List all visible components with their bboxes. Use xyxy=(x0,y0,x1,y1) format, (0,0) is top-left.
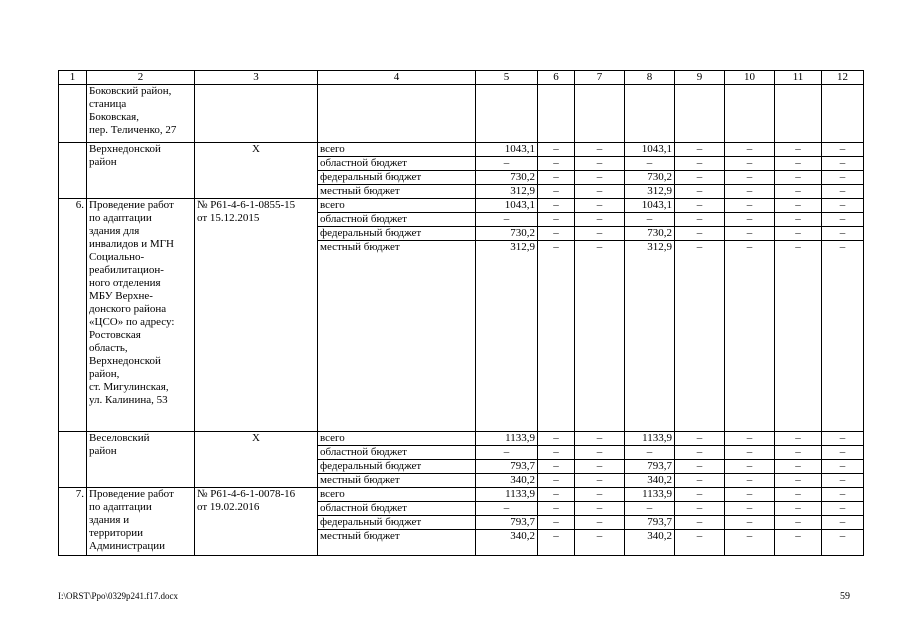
dash-cell: – xyxy=(575,185,625,199)
funding-label: областной бюджет xyxy=(318,502,476,516)
dash-cell: – xyxy=(538,488,575,502)
funding-label: всего xyxy=(318,199,476,213)
dash-cell: – xyxy=(725,516,775,530)
dash-cell: – xyxy=(538,502,575,516)
value-col5: 340,2 xyxy=(476,474,538,488)
dash-cell: – xyxy=(725,143,775,157)
dash-cell: – xyxy=(675,460,725,474)
value-col5: 793,7 xyxy=(476,516,538,530)
dash-cell: – xyxy=(822,227,864,241)
dash-cell: – xyxy=(538,432,575,446)
value-col8: 793,7 xyxy=(625,460,675,474)
dash-cell: – xyxy=(675,241,725,432)
dash-cell: – xyxy=(725,157,775,171)
value-col5: – xyxy=(476,213,538,227)
dash-cell: – xyxy=(675,227,725,241)
funding-label: областной бюджет xyxy=(318,213,476,227)
col-header: 11 xyxy=(775,71,822,85)
dash-cell: – xyxy=(775,199,822,213)
dash-cell: – xyxy=(725,432,775,446)
value-col8: 312,9 xyxy=(625,185,675,199)
dash-cell: – xyxy=(775,185,822,199)
funding-label: всего xyxy=(318,432,476,446)
value-col5: – xyxy=(476,502,538,516)
value-col8: 1043,1 xyxy=(625,143,675,157)
dash-cell: – xyxy=(575,143,625,157)
value-col5: 1043,1 xyxy=(476,199,538,213)
dash-cell: – xyxy=(822,460,864,474)
dash-cell: – xyxy=(775,213,822,227)
dash-cell: – xyxy=(675,199,725,213)
district-name: Веселовский район xyxy=(87,432,195,488)
funding-label: федеральный бюджет xyxy=(318,516,476,530)
dash-cell: – xyxy=(822,199,864,213)
value-col5: – xyxy=(476,446,538,460)
value-col5: – xyxy=(476,157,538,171)
col-header: 3 xyxy=(195,71,318,85)
dash-cell: – xyxy=(575,171,625,185)
value-col5: 730,2 xyxy=(476,227,538,241)
funding-label: областной бюджет xyxy=(318,446,476,460)
value-col8: – xyxy=(625,502,675,516)
dash-cell: – xyxy=(775,530,822,556)
dash-cell: – xyxy=(775,227,822,241)
document-cell: Х xyxy=(195,432,318,488)
document-cell: Х xyxy=(195,143,318,199)
dash-cell: – xyxy=(538,213,575,227)
value-col8: 793,7 xyxy=(625,516,675,530)
dash-cell: – xyxy=(675,432,725,446)
col-header: 1 xyxy=(59,71,87,85)
dash-cell: – xyxy=(575,516,625,530)
dash-cell: – xyxy=(675,446,725,460)
dash-cell: – xyxy=(675,516,725,530)
dash-cell: – xyxy=(822,241,864,432)
page-number: 59 xyxy=(840,591,850,602)
dash-cell: – xyxy=(538,143,575,157)
dash-cell: – xyxy=(675,502,725,516)
dash-cell: – xyxy=(822,213,864,227)
dash-cell: – xyxy=(822,432,864,446)
dash-cell: – xyxy=(822,143,864,157)
value-col5: 1043,1 xyxy=(476,143,538,157)
dash-cell: – xyxy=(538,171,575,185)
dash-cell: – xyxy=(775,460,822,474)
dash-cell: – xyxy=(725,530,775,556)
dash-cell: – xyxy=(575,157,625,171)
dash-cell: – xyxy=(822,185,864,199)
dash-cell: – xyxy=(775,432,822,446)
dash-cell: – xyxy=(725,199,775,213)
funding-label: всего xyxy=(318,488,476,502)
col-header: 7 xyxy=(575,71,625,85)
dash-cell: – xyxy=(775,488,822,502)
value-col5: 1133,9 xyxy=(476,432,538,446)
dash-cell: – xyxy=(675,143,725,157)
dash-cell: – xyxy=(725,185,775,199)
col-header: 6 xyxy=(538,71,575,85)
dash-cell: – xyxy=(575,474,625,488)
dash-cell: – xyxy=(822,530,864,556)
dash-cell: – xyxy=(575,227,625,241)
dash-cell: – xyxy=(775,157,822,171)
funding-label: местный бюджет xyxy=(318,185,476,199)
dash-cell: – xyxy=(775,474,822,488)
funding-label: местный бюджет xyxy=(318,530,476,556)
dash-cell: – xyxy=(725,502,775,516)
dash-cell: – xyxy=(538,474,575,488)
dash-cell: – xyxy=(675,157,725,171)
funding-label: федеральный бюджет xyxy=(318,460,476,474)
value-col8: – xyxy=(625,446,675,460)
col-header: 10 xyxy=(725,71,775,85)
value-col5: 340,2 xyxy=(476,530,538,556)
value-col5: 793,7 xyxy=(476,460,538,474)
budget-table xyxy=(58,70,864,556)
col-header: 4 xyxy=(318,71,476,85)
dash-cell: – xyxy=(675,474,725,488)
dash-cell: – xyxy=(775,171,822,185)
dash-cell: – xyxy=(575,502,625,516)
dash-cell: – xyxy=(775,516,822,530)
dash-cell: – xyxy=(575,432,625,446)
dash-cell: – xyxy=(725,488,775,502)
col-header: 12 xyxy=(822,71,864,85)
work-description: Проведение работ по адаптации здания и территории Администрации xyxy=(87,488,195,556)
dash-cell: – xyxy=(575,213,625,227)
value-col5: 312,9 xyxy=(476,241,538,432)
dash-cell: – xyxy=(538,157,575,171)
value-col8: 1043,1 xyxy=(625,199,675,213)
value-col5: 1133,9 xyxy=(476,488,538,502)
value-col5: 730,2 xyxy=(476,171,538,185)
document-cell: № Р61-4-6-1-0855-15 от 15.12.2015 xyxy=(195,199,318,432)
dash-cell: – xyxy=(725,241,775,432)
dash-cell: – xyxy=(538,460,575,474)
funding-label: областной бюджет xyxy=(318,157,476,171)
dash-cell: – xyxy=(538,516,575,530)
value-col8: 730,2 xyxy=(625,227,675,241)
dash-cell: – xyxy=(675,530,725,556)
table-row xyxy=(59,85,864,143)
dash-cell: – xyxy=(538,227,575,241)
work-description: Проведение работ по адаптации здания для инвалидов и МГН Социально- реабилитацион- ного отделения МБУ Верхне- донского района «ЦСО» по адресу: Ростовская область, Верхнедонской район, ст. Мигулинская, ул. Калинина, 53 xyxy=(87,199,195,432)
dash-cell: – xyxy=(725,474,775,488)
dash-cell: – xyxy=(775,241,822,432)
dash-cell: – xyxy=(725,213,775,227)
value-col8: – xyxy=(625,157,675,171)
table-row xyxy=(59,143,864,157)
value-col8: – xyxy=(625,213,675,227)
funding-label: федеральный бюджет xyxy=(318,171,476,185)
dash-cell: – xyxy=(822,516,864,530)
dash-cell: – xyxy=(725,171,775,185)
value-col5: 312,9 xyxy=(476,185,538,199)
funding-label: федеральный бюджет xyxy=(318,227,476,241)
funding-label: всего xyxy=(318,143,476,157)
col-header: 5 xyxy=(476,71,538,85)
dash-cell: – xyxy=(822,171,864,185)
table-row xyxy=(59,488,864,502)
dash-cell: – xyxy=(675,171,725,185)
dash-cell: – xyxy=(822,488,864,502)
dash-cell: – xyxy=(775,502,822,516)
dash-cell: – xyxy=(538,241,575,432)
table-row xyxy=(59,432,864,446)
file-path-footer: I:\ORST\Ppo\0329p241.f17.docx xyxy=(58,591,179,601)
value-col8: 340,2 xyxy=(625,474,675,488)
col-header: 8 xyxy=(625,71,675,85)
document-cell: № Р61-4-6-1-0078-16 от 19.02.2016 xyxy=(195,488,318,556)
item-number: 6. xyxy=(59,199,87,432)
object-address: Боковский район, станица Боковская, пер. Теличенко, 27 xyxy=(87,85,195,143)
dash-cell: – xyxy=(775,143,822,157)
item-number: 7. xyxy=(59,488,87,556)
dash-cell: – xyxy=(725,446,775,460)
value-col8: 340,2 xyxy=(625,530,675,556)
dash-cell: – xyxy=(822,474,864,488)
dash-cell: – xyxy=(575,446,625,460)
column-number-row xyxy=(59,71,864,85)
dash-cell: – xyxy=(575,488,625,502)
dash-cell: – xyxy=(675,488,725,502)
dash-cell: – xyxy=(575,241,625,432)
district-name: Верхнедонской район xyxy=(87,143,195,199)
dash-cell: – xyxy=(538,199,575,213)
col-header: 2 xyxy=(87,71,195,85)
table-row xyxy=(59,199,864,213)
dash-cell: – xyxy=(675,185,725,199)
dash-cell: – xyxy=(822,446,864,460)
value-col8: 730,2 xyxy=(625,171,675,185)
dash-cell: – xyxy=(575,460,625,474)
dash-cell: – xyxy=(725,227,775,241)
dash-cell: – xyxy=(822,502,864,516)
dash-cell: – xyxy=(575,530,625,556)
dash-cell: – xyxy=(538,446,575,460)
dash-cell: – xyxy=(538,530,575,556)
dash-cell: – xyxy=(575,199,625,213)
col-header: 9 xyxy=(675,71,725,85)
value-col8: 1133,9 xyxy=(625,432,675,446)
dash-cell: – xyxy=(675,213,725,227)
funding-label: местный бюджет xyxy=(318,474,476,488)
dash-cell: – xyxy=(538,185,575,199)
dash-cell: – xyxy=(725,460,775,474)
dash-cell: – xyxy=(775,446,822,460)
dash-cell: – xyxy=(822,157,864,171)
funding-label: местный бюджет xyxy=(318,241,476,432)
value-col8: 1133,9 xyxy=(625,488,675,502)
value-col8: 312,9 xyxy=(625,241,675,432)
